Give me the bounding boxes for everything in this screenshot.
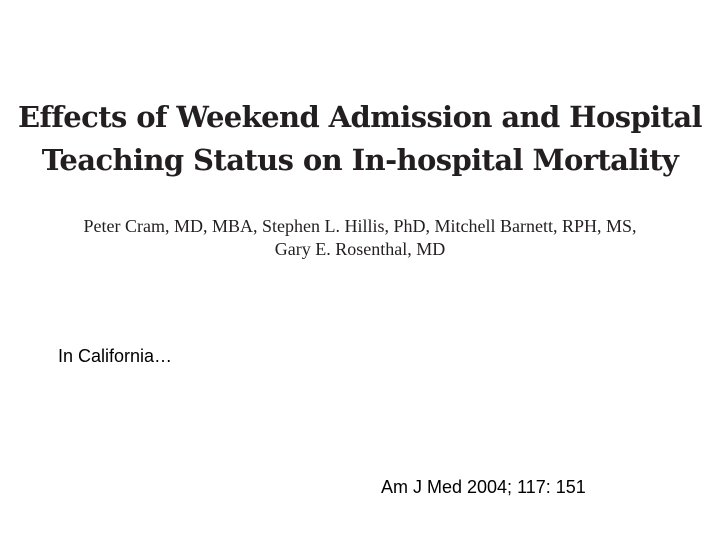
article-title [0,96,720,182]
article-title-line-1: Effects of Weekend Admission and Hospital [18,100,702,134]
authors-line-2: Gary E. Rosenthal, MD [274,239,446,259]
authors-line-1: Peter Cram, MD, MBA, Stephen L. Hillis, PhD, Mitchell Barnett, RPH, MS, [83,216,637,236]
article-title-line-2: Teaching Status on In-hospital Mortality [41,143,679,177]
article-authors [0,215,720,261]
slide-note: In California… [58,346,173,366]
journal-citation: Am J Med 2004; 117: 151 [381,477,586,497]
